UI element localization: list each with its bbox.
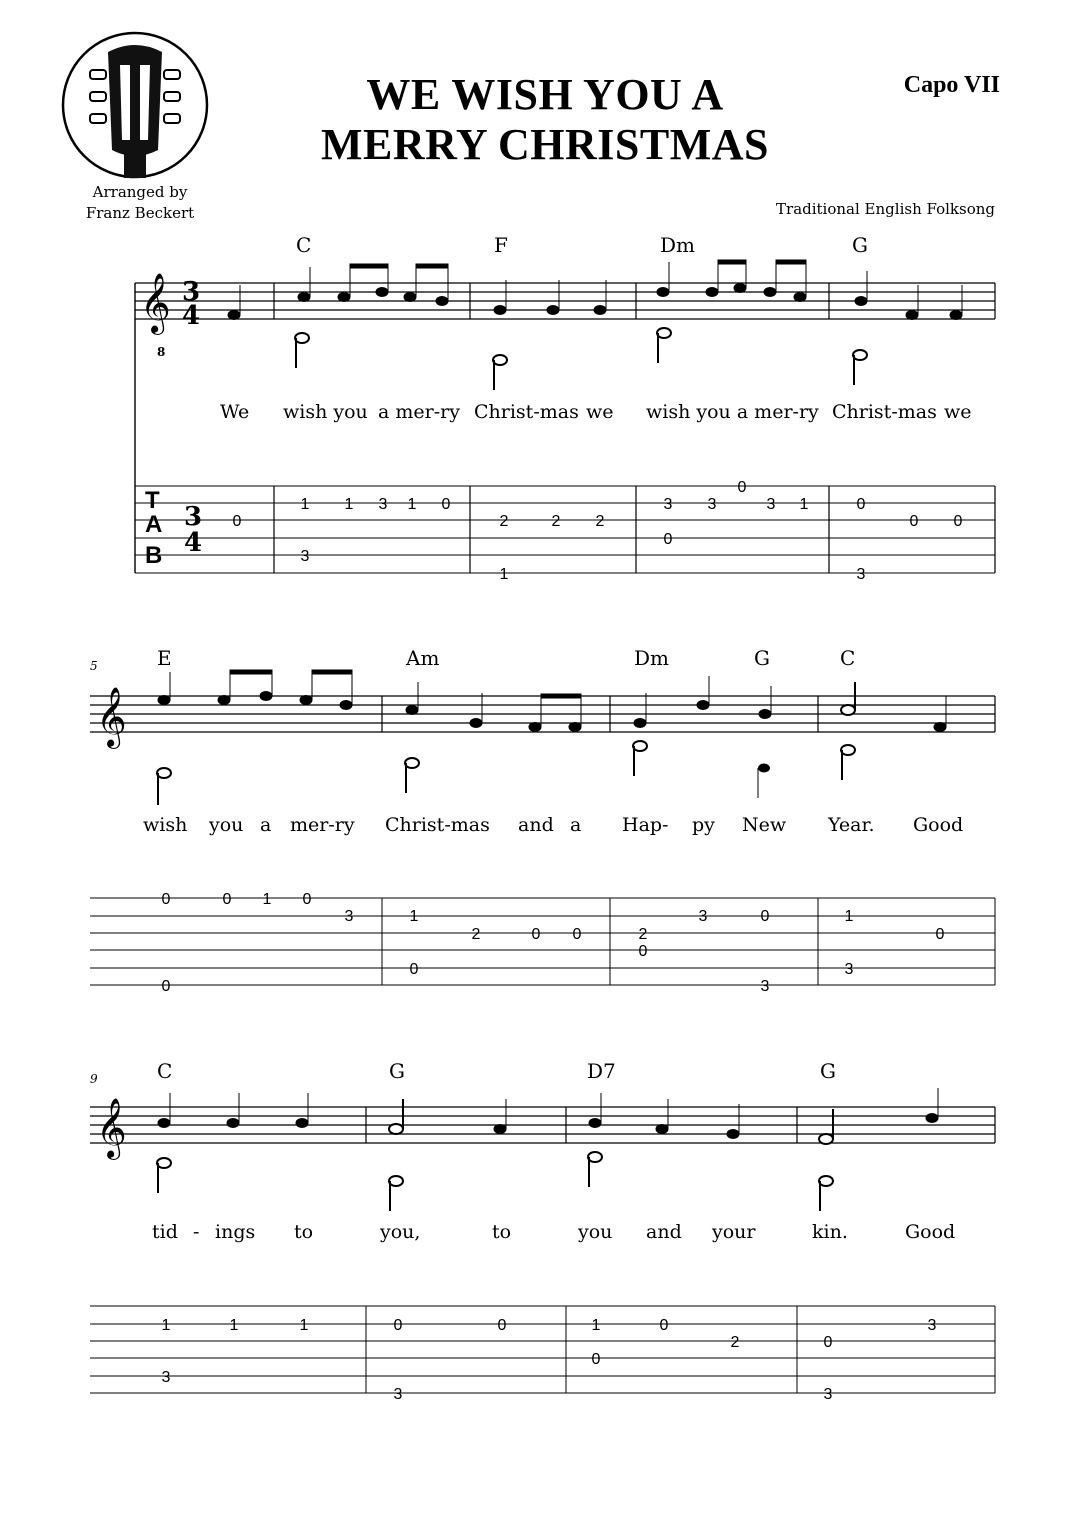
lyric: wish [143, 814, 188, 836]
lyric: Christ-mas [474, 401, 579, 423]
arranger-label: Arranged by [92, 183, 188, 201]
svg-text:1: 1 [299, 1317, 309, 1334]
svg-text:3: 3 [844, 961, 854, 978]
svg-text:0: 0 [222, 891, 232, 908]
svg-text:0: 0 [591, 1351, 601, 1368]
svg-text:0: 0 [161, 891, 171, 908]
chord-symbol: Dm [660, 233, 695, 257]
svg-text:3: 3 [927, 1317, 937, 1334]
svg-text:0: 0 [572, 926, 582, 943]
lyric: we [944, 401, 972, 423]
chord-symbol: Dm [634, 646, 669, 670]
svg-text:0: 0 [441, 496, 451, 513]
svg-text:3: 3 [393, 1386, 403, 1403]
tab-staff [135, 486, 995, 573]
chord-symbol: C [840, 646, 856, 670]
lyric: wish you a mer-ry [646, 401, 819, 423]
svg-text:0: 0 [659, 1317, 669, 1334]
svg-text:3: 3 [760, 978, 770, 995]
svg-text:2: 2 [730, 1334, 740, 1351]
svg-text:1: 1 [344, 496, 354, 513]
svg-text:2: 2 [499, 513, 509, 530]
arranger-name: Franz Beckert [85, 204, 195, 222]
lyric: a [570, 814, 582, 836]
title-line-2: MERRY CHRISTMAS [320, 120, 769, 169]
svg-text:3: 3 [344, 908, 354, 925]
svg-text:3: 3 [698, 908, 708, 925]
svg-text:0: 0 [856, 496, 866, 513]
octave-8-marking: 8 [157, 345, 166, 359]
lyric: Hap- [622, 814, 669, 836]
svg-text:0: 0 [302, 891, 312, 908]
measure-number: 9 [90, 1072, 98, 1086]
capo-marking: Capo VII [903, 72, 1000, 98]
svg-text:3: 3 [766, 496, 776, 513]
tab-numbers [233, 479, 963, 583]
chord-symbol: Am [406, 646, 440, 670]
lyric: mer-ry [290, 814, 355, 836]
svg-text:1: 1 [499, 566, 509, 583]
svg-text:3: 3 [823, 1386, 833, 1403]
chord-symbol: G [389, 1059, 405, 1083]
lyric: you, [380, 1221, 421, 1243]
svg-text:0: 0 [409, 961, 419, 978]
lyric: you [578, 1221, 613, 1243]
chord-symbol: G [852, 233, 868, 257]
chord-symbol: G [820, 1059, 836, 1083]
score-system-3 [90, 1059, 995, 1403]
lyric: Good [905, 1221, 956, 1243]
score-system-1 [135, 233, 995, 583]
chord-symbol: D7 [587, 1059, 616, 1083]
svg-text:0: 0 [823, 1334, 833, 1351]
svg-text:0: 0 [663, 531, 673, 548]
time-signature-bottom: 4 [182, 301, 201, 331]
svg-text:0: 0 [531, 926, 541, 943]
lyric: wish you [283, 401, 368, 423]
svg-text:0: 0 [161, 978, 171, 995]
lyric: Christ-mas [385, 814, 490, 836]
score-system-2 [90, 646, 995, 995]
song-source: Traditional English Folksong [776, 200, 995, 218]
svg-text:1: 1 [591, 1317, 601, 1334]
lyric: kin. [812, 1221, 848, 1243]
svg-text:3: 3 [300, 548, 310, 565]
lyric: We [220, 401, 250, 423]
lyric: a [260, 814, 272, 836]
svg-text:2: 2 [551, 513, 561, 530]
bass-notes [295, 328, 867, 390]
svg-text:0: 0 [393, 1317, 403, 1334]
svg-text:0: 0 [909, 513, 919, 530]
treble-clef-icon: 𝄞 [140, 273, 171, 333]
measure-number: 5 [90, 659, 98, 673]
svg-text:0: 0 [232, 513, 242, 530]
chord-symbol: C [157, 1059, 173, 1083]
tab-clef-a: A [145, 511, 163, 538]
svg-text:0: 0 [760, 908, 770, 925]
svg-text:0: 0 [737, 479, 747, 496]
svg-text:1: 1 [799, 496, 809, 513]
svg-text:2: 2 [595, 513, 605, 530]
tab-clef-t: T [145, 487, 160, 514]
tab-time-signature-top: 3 [184, 502, 203, 532]
chord-symbol: E [157, 646, 172, 670]
lyric: ings [215, 1221, 256, 1243]
chord-symbol: F [494, 233, 508, 257]
lyric: py [692, 814, 715, 836]
svg-text:1: 1 [409, 908, 419, 925]
svg-text:0: 0 [953, 513, 963, 530]
lyric: to [294, 1221, 314, 1243]
title-line-1: WE WISH YOU A [366, 70, 724, 119]
svg-text:1: 1 [262, 891, 272, 908]
svg-text:1: 1 [407, 496, 417, 513]
lyric: and [646, 1221, 682, 1243]
lyric: to [492, 1221, 512, 1243]
svg-text:0: 0 [497, 1317, 507, 1334]
svg-text:1: 1 [229, 1317, 239, 1334]
lyric: tid [152, 1221, 178, 1243]
svg-text:1: 1 [300, 496, 310, 513]
tab-clef-b: B [145, 542, 163, 569]
svg-text:0: 0 [638, 943, 648, 960]
svg-text:3: 3 [161, 1369, 171, 1386]
svg-text:2: 2 [638, 926, 648, 943]
treble-clef-icon: 𝄞 [96, 1098, 127, 1158]
svg-text:3: 3 [378, 496, 388, 513]
svg-text:1: 1 [161, 1317, 171, 1334]
lyric: Christ-mas [832, 401, 937, 423]
lyric: and [518, 814, 554, 836]
lyric: New [742, 814, 787, 836]
svg-text:2: 2 [471, 926, 481, 943]
svg-text:3: 3 [856, 566, 866, 583]
lyric: Good [913, 814, 964, 836]
lyric: you [209, 814, 244, 836]
barlines [274, 283, 995, 573]
lyric: your [712, 1221, 756, 1243]
lyric: - [193, 1221, 200, 1243]
svg-text:3: 3 [707, 496, 717, 513]
lyric: we [586, 401, 614, 423]
time-signature-top: 3 [182, 277, 201, 307]
lyric: Year. [828, 814, 875, 836]
chord-symbol: C [296, 233, 312, 257]
svg-text:3: 3 [663, 496, 673, 513]
treble-clef-icon: 𝄞 [96, 687, 127, 747]
svg-text:1: 1 [844, 908, 854, 925]
lyric: a mer-ry [378, 401, 460, 423]
chord-symbol: G [754, 646, 770, 670]
tab-time-signature-bottom: 4 [184, 528, 203, 558]
svg-text:0: 0 [935, 926, 945, 943]
